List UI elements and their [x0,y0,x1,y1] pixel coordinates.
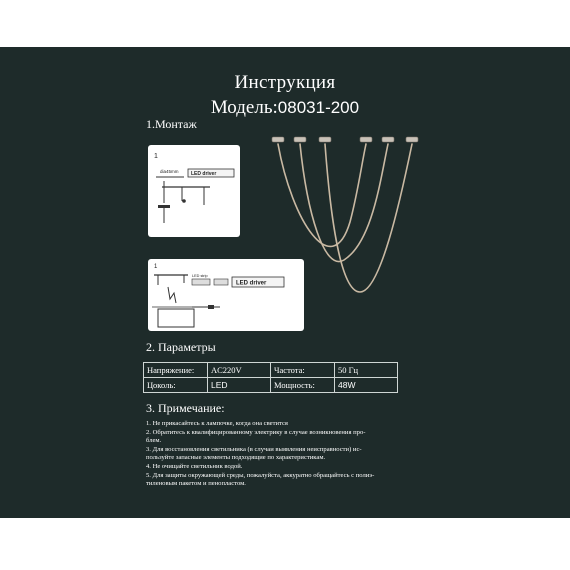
table-cell: AC220V [208,363,271,378]
document-title: Инструкция [234,72,336,93]
diagram1-dimension-label: dia45mm [160,169,179,174]
section-mounting-heading: 1.Монтаж [146,117,197,131]
model-line [0,97,570,119]
list-item: 4. Не очищайте светильник водой. [146,462,243,470]
list-item: 2. Обратитесь к квалифицированному электрику в случае возникновения про- [146,428,366,436]
list-item: 1. Не прикасайтесь к лампочке, когда она светится [146,420,288,427]
table-cell: Напряжение: [144,363,208,378]
table-cell: Цоколь: [144,378,208,393]
list-item: блем. [146,437,162,445]
diagram1-driver-label: LED driver [191,171,217,177]
table-cell: Частота: [271,363,335,378]
parameters-table [143,362,398,393]
diagram2-strip-label: LED strip [192,274,208,278]
model-label: Модель: [210,97,278,118]
lamp-illustration [262,132,432,302]
list-item: пользуйте запасные элементы подходящие по характеристикам. [146,454,326,462]
table-cell: LED [208,378,271,393]
diagram1-step-number: 1 [154,153,158,160]
model-number: 08031-200 [277,98,360,117]
diagram2-driver-label: LED driver [236,280,267,287]
table-row [144,378,398,393]
notes-list [146,420,436,489]
list-item: 5. Для защиты окружающей среды, пожалуйста, аккуратно обращайтесь с полиэ- [146,471,375,479]
instruction-sheet [0,47,570,518]
section-notes-heading: 3. Примечание: [146,401,225,415]
table-row [144,363,398,378]
lamp-mounting-caps [272,137,418,142]
table-cell: Мощность: [271,378,335,393]
section-parameters-heading: 2. Параметры [146,340,216,354]
mounting-diagram-1 [148,145,240,237]
table-cell: 50 Гц [335,363,398,378]
list-item: 3. Для восстановления светильника (в случаи выявления неисправности) ис- [146,445,362,453]
list-item: тиленовым пакетом и пенопластом. [146,480,246,488]
table-cell: 48W [335,378,398,393]
diagram2-step-number: 1 [154,264,158,270]
